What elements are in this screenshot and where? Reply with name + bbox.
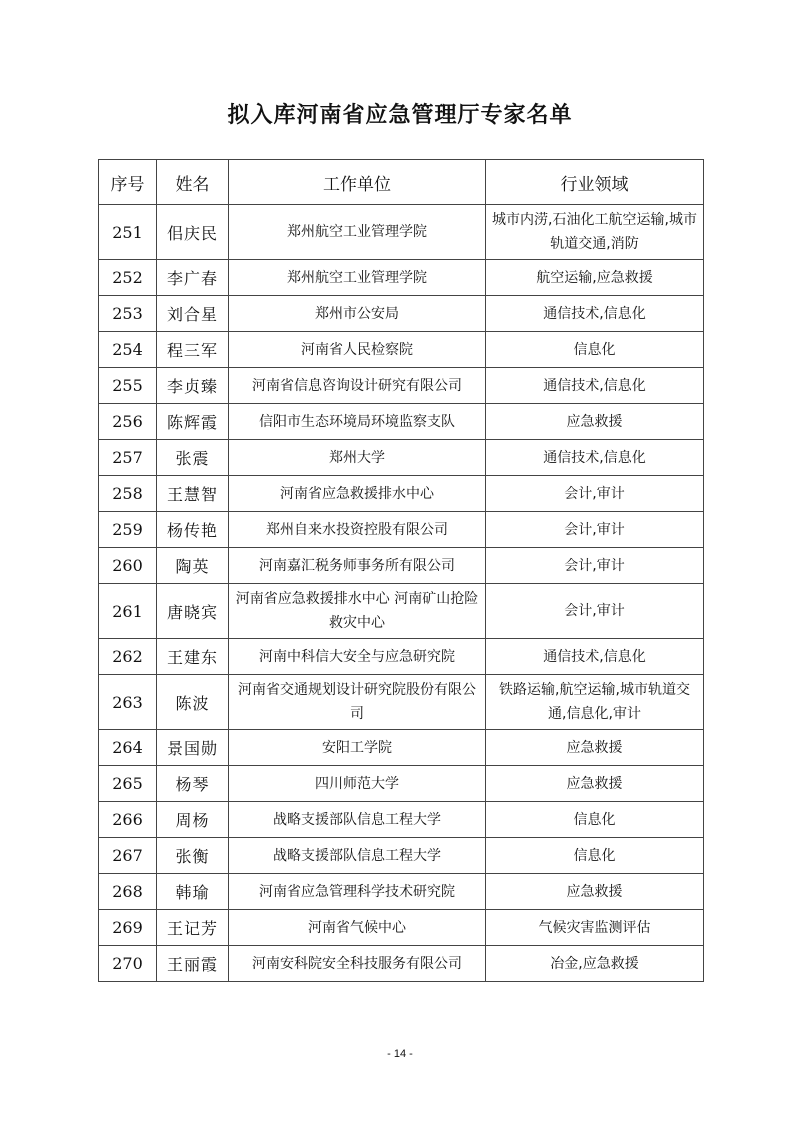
expert-name: 李广春: [157, 260, 229, 296]
table-row: [99, 584, 704, 639]
expert-name: 王丽霞: [157, 946, 229, 982]
table-row: [99, 802, 704, 838]
work-unit: 河南省人民检察院: [229, 332, 486, 368]
industry-field: 城市内涝,石油化工航空运输,城市轨道交通,消防: [486, 205, 704, 260]
expert-name: 李贞臻: [157, 368, 229, 404]
table-row: [99, 512, 704, 548]
expert-name: 王建东: [157, 639, 229, 675]
industry-field: 铁路运输,航空运输,城市轨道交通,信息化,审计: [486, 675, 704, 730]
row-number: 263: [99, 675, 157, 730]
industry-field: 通信技术,信息化: [486, 639, 704, 675]
work-unit: 河南省气候中心: [229, 910, 486, 946]
table-row: [99, 730, 704, 766]
expert-name: 王慧智: [157, 476, 229, 512]
table-row: [99, 476, 704, 512]
expert-name: 陶英: [157, 548, 229, 584]
industry-field: 应急救援: [486, 404, 704, 440]
work-unit: 河南省应急管理科学技术研究院: [229, 874, 486, 910]
work-unit: 信阳市生态环境局环境监察支队: [229, 404, 486, 440]
table-row: [99, 910, 704, 946]
expert-name: 韩瑜: [157, 874, 229, 910]
row-number: 255: [99, 368, 157, 404]
work-unit: 河南安科院安全科技服务有限公司: [229, 946, 486, 982]
table-row: [99, 946, 704, 982]
row-number: 261: [99, 584, 157, 639]
expert-name: 陈辉霞: [157, 404, 229, 440]
table-header-row: [99, 160, 704, 205]
row-number: 260: [99, 548, 157, 584]
page-number: - 14 -: [387, 1048, 413, 1060]
work-unit: 河南省信息咨询设计研究有限公司: [229, 368, 486, 404]
expert-name: 杨传艳: [157, 512, 229, 548]
work-unit: 郑州大学: [229, 440, 486, 476]
expert-name: 佀庆民: [157, 205, 229, 260]
row-number: 257: [99, 440, 157, 476]
work-unit: 四川师范大学: [229, 766, 486, 802]
industry-field: 信息化: [486, 332, 704, 368]
industry-field: 应急救援: [486, 766, 704, 802]
row-number: 258: [99, 476, 157, 512]
industry-field: 信息化: [486, 802, 704, 838]
work-unit: 郑州自来水投资控股有限公司: [229, 512, 486, 548]
table-row: [99, 404, 704, 440]
industry-field: 应急救援: [486, 730, 704, 766]
row-number: 264: [99, 730, 157, 766]
expert-name: 周杨: [157, 802, 229, 838]
work-unit: 河南嘉汇税务师事务所有限公司: [229, 548, 486, 584]
table-row: [99, 874, 704, 910]
row-number: 267: [99, 838, 157, 874]
table-row: [99, 205, 704, 260]
industry-field: 通信技术,信息化: [486, 368, 704, 404]
header-no: 序号: [99, 160, 157, 205]
work-unit: 河南省应急救援排水中心 河南矿山抢险救灾中心: [229, 584, 486, 639]
work-unit: 河南省交通规划设计研究院股份有限公司: [229, 675, 486, 730]
row-number: 266: [99, 802, 157, 838]
row-number: 268: [99, 874, 157, 910]
industry-field: 航空运输,应急救援: [486, 260, 704, 296]
page-title: 拟入库河南省应急管理厅专家名单: [227, 103, 573, 128]
table-row: [99, 675, 704, 730]
industry-field: 气候灾害监测评估: [486, 910, 704, 946]
expert-name: 景国勋: [157, 730, 229, 766]
expert-name: 王记芳: [157, 910, 229, 946]
work-unit: 河南中科信大安全与应急研究院: [229, 639, 486, 675]
row-number: 254: [99, 332, 157, 368]
industry-field: 会计,审计: [486, 512, 704, 548]
row-number: 265: [99, 766, 157, 802]
row-number: 259: [99, 512, 157, 548]
table-row: [99, 296, 704, 332]
work-unit: 战略支援部队信息工程大学: [229, 838, 486, 874]
work-unit: 郑州市公安局: [229, 296, 486, 332]
industry-field: 应急救援: [486, 874, 704, 910]
industry-field: 通信技术,信息化: [486, 296, 704, 332]
expert-name: 程三军: [157, 332, 229, 368]
work-unit: 战略支援部队信息工程大学: [229, 802, 486, 838]
table-row: [99, 838, 704, 874]
expert-name: 张衡: [157, 838, 229, 874]
industry-field: 会计,审计: [486, 584, 704, 639]
table-body: [99, 205, 704, 982]
industry-field: 冶金,应急救援: [486, 946, 704, 982]
table-row: [99, 332, 704, 368]
row-number: 262: [99, 639, 157, 675]
expert-name: 杨琴: [157, 766, 229, 802]
expert-name: 张震: [157, 440, 229, 476]
row-number: 253: [99, 296, 157, 332]
row-number: 256: [99, 404, 157, 440]
work-unit: 郑州航空工业管理学院: [229, 205, 486, 260]
header-field: 行业领域: [486, 160, 704, 205]
expert-table: [98, 159, 704, 982]
industry-field: 会计,审计: [486, 476, 704, 512]
industry-field: 通信技术,信息化: [486, 440, 704, 476]
work-unit: 河南省应急救援排水中心: [229, 476, 486, 512]
table-row: [99, 639, 704, 675]
table-row: [99, 548, 704, 584]
row-number: 252: [99, 260, 157, 296]
work-unit: 郑州航空工业管理学院: [229, 260, 486, 296]
industry-field: 信息化: [486, 838, 704, 874]
row-number: 270: [99, 946, 157, 982]
table-row: [99, 440, 704, 476]
table-row: [99, 260, 704, 296]
header-unit: 工作单位: [229, 160, 486, 205]
table-row: [99, 368, 704, 404]
row-number: 251: [99, 205, 157, 260]
table-row: [99, 766, 704, 802]
industry-field: 会计,审计: [486, 548, 704, 584]
expert-name: 唐晓宾: [157, 584, 229, 639]
row-number: 269: [99, 910, 157, 946]
expert-name: 刘合星: [157, 296, 229, 332]
work-unit: 安阳工学院: [229, 730, 486, 766]
header-name: 姓名: [157, 160, 229, 205]
expert-name: 陈波: [157, 675, 229, 730]
